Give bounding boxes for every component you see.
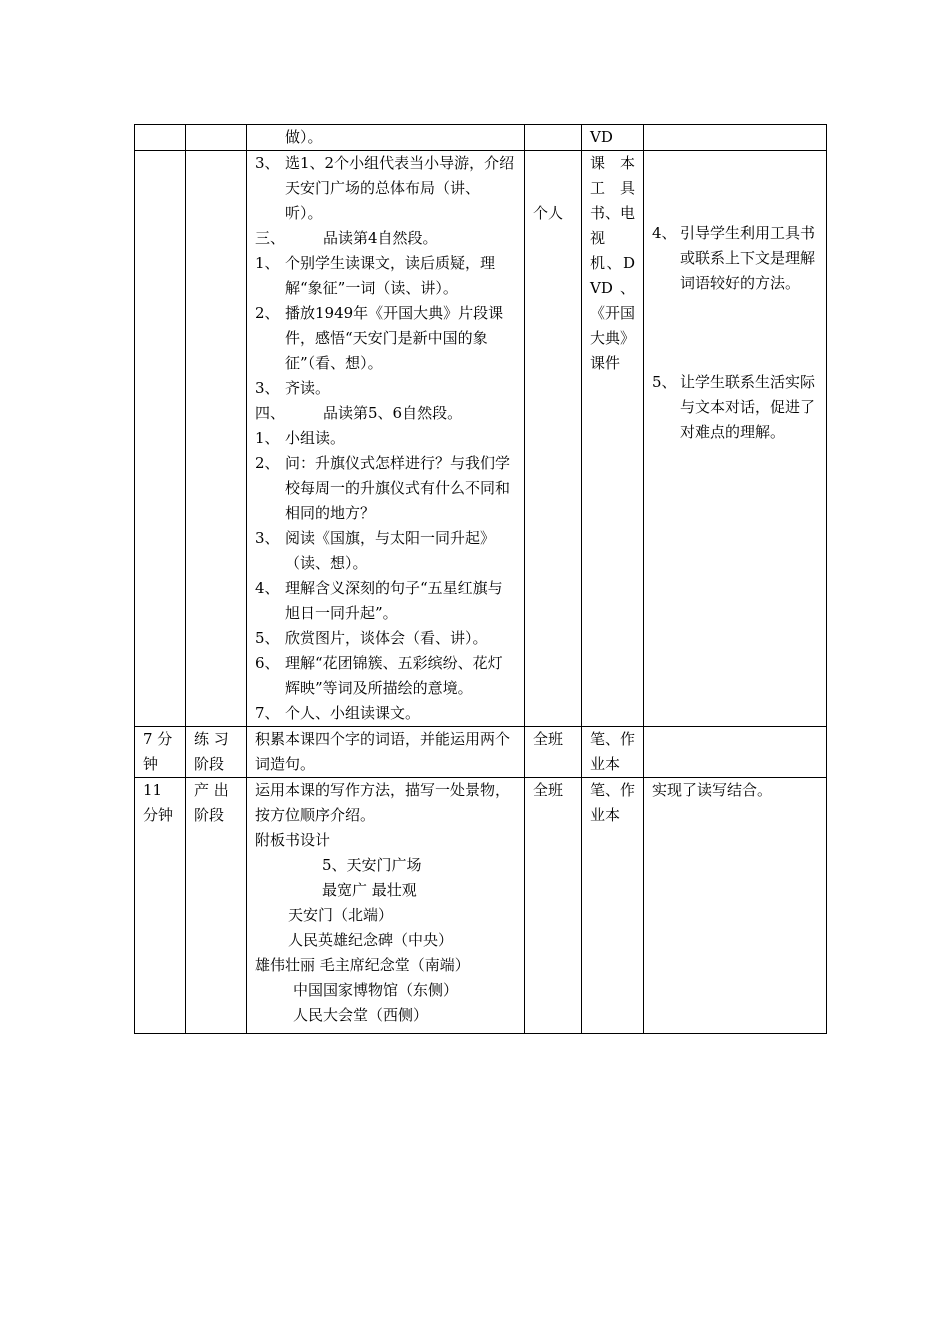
step-item: 4、 理解含义深刻的句子“五星红旗与旭日一同升起”。 [255, 579, 503, 622]
step-item: 6、 理解“花团锦簇、五彩缤纷、花灯辉映”等词及所描绘的意境。 [255, 654, 503, 697]
cell-media-list [582, 151, 644, 727]
media-line: 工具 [590, 179, 636, 197]
cell-media [582, 125, 644, 151]
cell-org-empty [525, 125, 582, 151]
cell-time [135, 727, 186, 778]
cell-media [582, 778, 644, 1034]
table-row-practice [135, 727, 827, 778]
media-line: 课本 [590, 154, 636, 172]
stage-line: 练 习 [194, 730, 229, 748]
cell-note [644, 727, 827, 778]
media-line: 业本 [590, 806, 621, 824]
note-item: 5、 让学生联系生活实际与文本对话，促进了对难点的理解。 [652, 373, 816, 441]
media-line: VD、 [590, 279, 636, 297]
table-row-continued [135, 125, 827, 151]
media-line: 笔、作 [590, 781, 636, 799]
board-line: 人民英雄纪念碑（中央） [288, 931, 454, 949]
cell-notes [644, 151, 827, 727]
table-row-output [135, 778, 827, 1034]
board-line: 最宽广 最壮观 [322, 881, 417, 899]
board-line: 中国国家博物馆（东侧） [293, 981, 459, 999]
board-line: 5、天安门广场 [322, 856, 422, 874]
step-item: 1、 小组读。 [255, 429, 346, 447]
media-line: 《开国 [590, 304, 636, 322]
note-gap [652, 296, 818, 370]
media-line: 视 [590, 229, 606, 247]
cell-note [644, 778, 827, 1034]
note-item: 4、 引导学生利用工具书或联系上下文是理解词语较好的方法。 [652, 224, 816, 292]
table-row-reading [135, 151, 827, 727]
step-item: 3、 阅读《国旗，与太阳一同升起》（读、想）。 [255, 529, 496, 572]
media-line: 业本 [590, 755, 621, 773]
time-line: 钟 [143, 755, 159, 773]
step-item: 3、 齐读。 [255, 379, 331, 397]
step-item: 7、 个人、小组读课文。 [255, 704, 421, 722]
org-text: 个人 [533, 204, 564, 222]
stage-line: 阶段 [194, 755, 225, 773]
cell-content [247, 727, 525, 778]
section-heading: 三、 品读第4自然段。 [255, 229, 438, 247]
cell-stage-empty [186, 125, 247, 151]
org-text: 全班 [533, 781, 564, 799]
content-text: 积累本课四个字的词语，并能运用两个词造句。 [255, 730, 511, 773]
media-text: VD [590, 128, 613, 146]
stage-line: 阶段 [194, 806, 225, 824]
media-line: 书、电 [590, 204, 636, 222]
section-heading: 四、 品读第5、6自然段。 [255, 404, 463, 422]
cell-content-board [247, 778, 525, 1034]
media-line: 笔、作 [590, 730, 636, 748]
org-text: 全班 [533, 730, 564, 748]
cell-content [247, 125, 525, 151]
media-line: 机、D [590, 254, 636, 272]
board-line: 雄伟壮丽 毛主席纪念堂（南端） [255, 956, 470, 974]
step-item: 2、 问：升旗仪式怎样进行？与我们学校每周一的升旗仪式有什么不同和相同的地方？ [255, 454, 511, 522]
time-line: 分钟 [143, 806, 174, 824]
time-line: 11 [143, 781, 163, 799]
media-line: 大典》 [590, 329, 636, 347]
cell-time [135, 778, 186, 1034]
step-item: 5、 欣赏图片，谈体会（看、讲）。 [255, 629, 488, 647]
media-line: 课件 [590, 354, 621, 372]
cell-note-empty [644, 125, 827, 151]
board-title: 附板书设计 [255, 831, 331, 849]
cell-org [525, 778, 582, 1034]
cell-media [582, 727, 644, 778]
cell-content-steps [247, 151, 525, 727]
board-line: 人民大会堂（西侧） [293, 1006, 429, 1024]
step-item: 1、 个别学生读课文，读后质疑，理解“象征”一词（读、讲）。 [255, 254, 496, 297]
cell-time-empty [135, 151, 186, 727]
stage-line: 产 出 [194, 781, 229, 799]
step-item: 2、 播放1949年《开国大典》片段课件，感悟“天安门是新中国的象征”（看、想）。 [255, 304, 504, 372]
cell-stage [186, 727, 247, 778]
time-line: 7 分 [143, 730, 173, 748]
note-text: 实现了读写结合。 [652, 781, 773, 799]
step-item: 3、 选1、2个小组代表当小导游，介绍天安门广场的总体布局（讲、听）。 [255, 154, 515, 222]
cell-org [525, 727, 582, 778]
cell-time-empty [135, 125, 186, 151]
cell-org [525, 151, 582, 727]
content-text: 做）。 [285, 128, 323, 146]
cell-stage [186, 778, 247, 1034]
lesson-plan-table [134, 124, 827, 1034]
board-line: 天安门（北端） [288, 906, 394, 924]
cell-stage-empty [186, 151, 247, 727]
content-text: 运用本课的写作方法，描写一处景物，按方位顺序介绍。 [255, 781, 511, 824]
